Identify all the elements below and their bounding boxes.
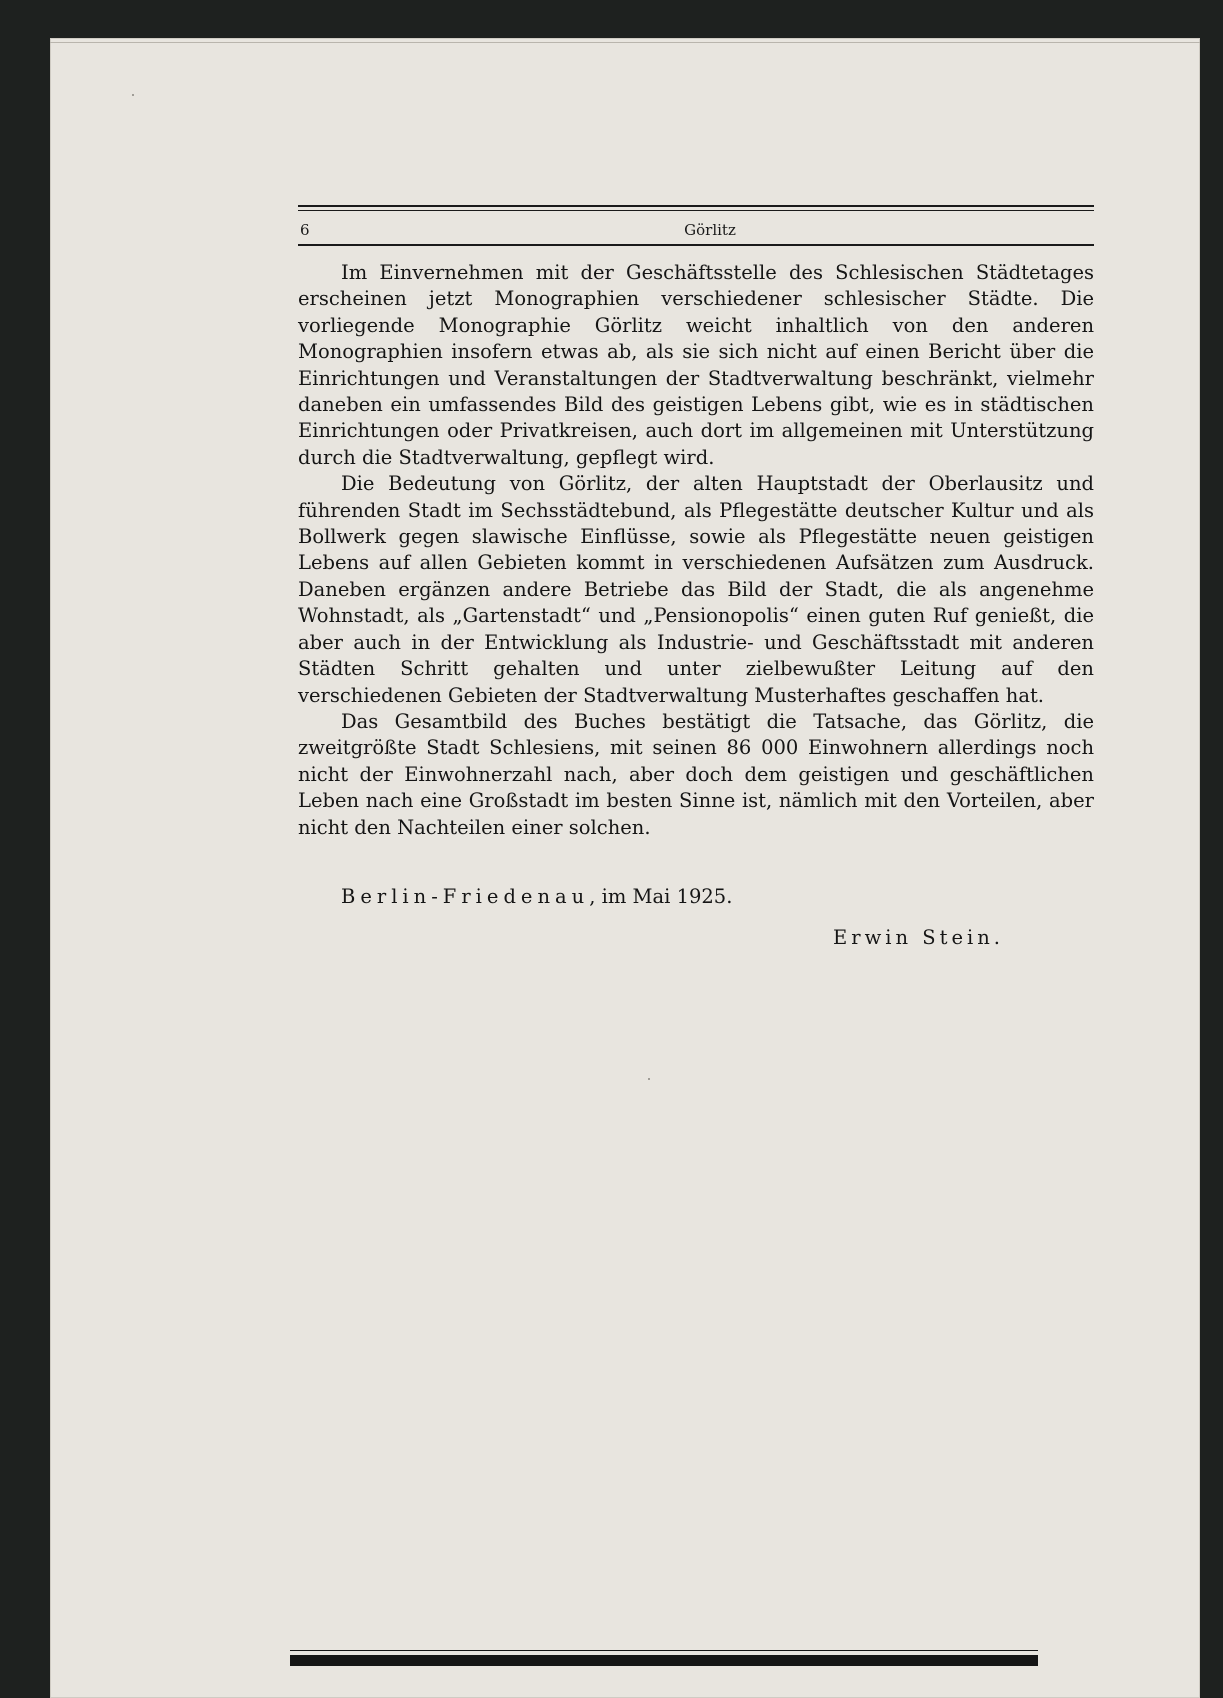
book-page: [50, 38, 1200, 1698]
paragraph-3: Das Gesamtbild des Buches bestätigt die Tatsache, das Görlitz, die zweitgrößte Stadt Schlesiens, mit seinen 86 000 Einwohnern allerdings noch nicht der Einwohnerzahl nach, aber doch dem geistigen und geschäftlichen Leben nach eine Großstadt im besten Sinne ist, nämlich mit den Vorteilen, aber nicht den Nachteilen einer solchen.: [298, 709, 1094, 839]
paper-speck: [648, 1078, 650, 1080]
signature-place: Berlin-Friedenau: [341, 885, 590, 908]
signature-place-date: [341, 885, 732, 908]
header-rule-bottom: [298, 244, 1094, 246]
paper-speck: [132, 94, 134, 96]
header-rule: [298, 205, 1094, 207]
footer-rule-thin: [290, 1650, 1038, 1651]
page-number: 6: [300, 221, 310, 239]
page-edge-line: [50, 42, 1200, 43]
footer-rule: [290, 1655, 1038, 1666]
running-title: Görlitz: [684, 221, 736, 239]
header-rule-thin: [298, 210, 1094, 211]
signature-author: Erwin Stein.: [833, 926, 1004, 949]
body-text: [298, 260, 1094, 841]
signature-date: , im Mai 1925.: [589, 885, 733, 908]
paragraph-1: Im Einvernehmen mit der Geschäftsstelle des Schlesischen Städtetages erscheinen jetzt Monographien verschiedener schlesischer Städte. Die vorliegende Monographie Görlitz weicht inhaltlich von den anderen Monographien insofern etwas ab, als sie sich nicht auf einen Bericht über die Einrichtungen und Veranstaltungen der Stadtverwaltung beschränkt, vielmehr daneben ein umfassendes Bild des geistigen Lebens gibt, wie es in städtischen Einrichtungen oder Privatkreisen, auch dort im allgemeinen mit Unterstützung durch die Stadtverwaltung, gepflegt wird.: [298, 261, 1094, 469]
paragraph-2: Die Bedeutung von Görlitz, der alten Hauptstadt der Oberlausitz und führenden Stadt im Sechsstädtebund, als Pflegestätte deutscher Kultur und als Bollwerk gegen slawische Einflüsse, sowie als Pflegestätte neuen geistigen Lebens auf allen Gebieten kommt in verschiedenen Aufsätzen zum Ausdruck. Daneben ergänzen andere Betriebe das Bild der Stadt, die als angenehme Wohnstadt, als „Gartenstadt“ und „Pensionopolis“ einen guten Ruf genießt, die aber auch in der Entwicklung als Industrie- und Geschäftsstadt mit anderen Städten Schritt gehalten und unter zielbewußter Leitung auf den verschiedenen Gebieten der Stadtverwaltung Musterhaftes geschaffen hat.: [298, 472, 1094, 707]
